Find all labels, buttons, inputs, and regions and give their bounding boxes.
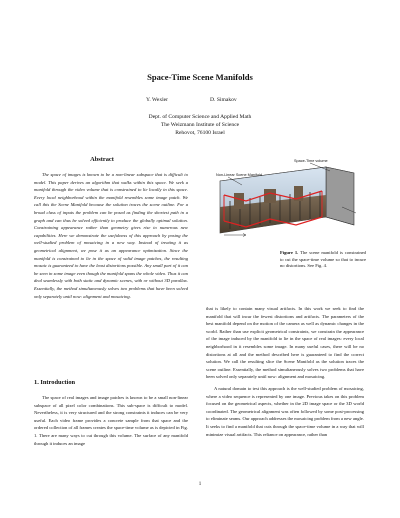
author-wexler: Y. Wexler [146,97,169,103]
intro-paragraph: A natural domain to test this approach is the well-studied problem of mosaicing, where a video sequence is represented by one image. Previous takes on this problem focused on the geometrical aspects, whether in the 2D image space or the 3D world coordinated. The geometrical alignment was often followed by some post-processing to eliminate seams. Our approach addresses the mosaicing problem from a new angle. It seeks to find a manifold that cuts through the space-time volume in a way that will minimize visual artifacts. This reliance on appearance, rather than [206,385,364,437]
figure-space-time-volume [206,155,366,241]
caption-text: The scene manifold is constrained to cut the space-time volume so that to incure no distortions. See Fig. 4. [280,250,366,269]
affiliation-department: Dept. of Computer Science and Applied Math [148,114,252,120]
affiliation-city: Rehovot, 76100 Israel [175,130,225,136]
abstract-heading: Abstract [90,156,114,163]
figure-label-volume: Space-Time volume [294,159,328,163]
introduction-heading: 1. Introduction [34,379,76,386]
introduction-left-column: The space of real images and image patches is known to be a small non-linear subspace of all pixel color combinations. This sub-space is difficult to model. Nevertheless, it is very structured and the strong constraints it induces can be very useful. Each video frame provides a concrete sample from that space and the ordered collection of all frames creates the space-time volume as is depicted in Fig. 1. There are many ways to cut through this volume. The surface of any manifold through it induces an image [34,395,188,446]
figure-caption [280,250,366,270]
abstract-text: The space of images is known to be a non-linear subspace that is difficult to model. This paper derives an algorithm that walks within this space. We seek a manifold through the video volume that is constrained to lie locally in this space. Every local neighborhood within the manifold resembles some image patch. We call this the Scene Manifold because the solution traces the scene outline. For a broad class of inputs the problem can be posed as finding the shortest path in a graph and can thus be solved efficiently to produce the globally optimal solution. Constraining appearance rather than geometry gives rise to numerous new capabilities. Here we demonstrate the usefulness of this approach by posing the well-studied problem of mosaicing in a new way. Instead of treating it as geometrical alignment, we pose it as an appearance optimization. Since the manifold is constrained to lie in the space of valid image patches, the resulting mosaic is guaranteed to have the least distortions possible. Any small part of it can be seen in some image even though the manifold spans the whole video. Thus it can deal seamlessly with both static and dynamic scenes, with or without 3D parallax. Essentially, the method simultaneously solves two problems that have been solved only separately until now: alignment and mosaicing. [34,172,188,299]
caption-label: Figure 1. [280,250,299,255]
paper-title: Space-Time Scene Manifolds [147,72,253,82]
introduction-right-column [206,305,364,438]
figure-illustration [206,155,366,241]
author-simakov: D. Simakov [210,97,237,103]
figure-label-manifold: Non-Linear Scene Manifold [216,173,263,177]
intro-paragraph: that is likely to contain many visual artifacts. In this work we seek to find the manifold that will incur the fewest distortions and artifacts. The parameters of the best manifold depend on the motion of the camera as well as dynamic changes in the world. Rather than use explicit geometrical constraints, we constrain the appearance of the image induced by the manifold to lie in the space of real images: every local neighborhood in it resembles some image. In many useful cases, there will be no distortions at all and the method described here is guaranteed to find the correct solution. We call the resulting slice the Scene Manifold as the solution traces the scene outline. Essentially, the method simultaneously solves two problems that have been solved only separately until now: alignment and mosaicing. [206,306,364,380]
page-number: 1 [198,482,202,487]
affiliation-institute: The Weizmann Institute of Science [160,122,240,128]
